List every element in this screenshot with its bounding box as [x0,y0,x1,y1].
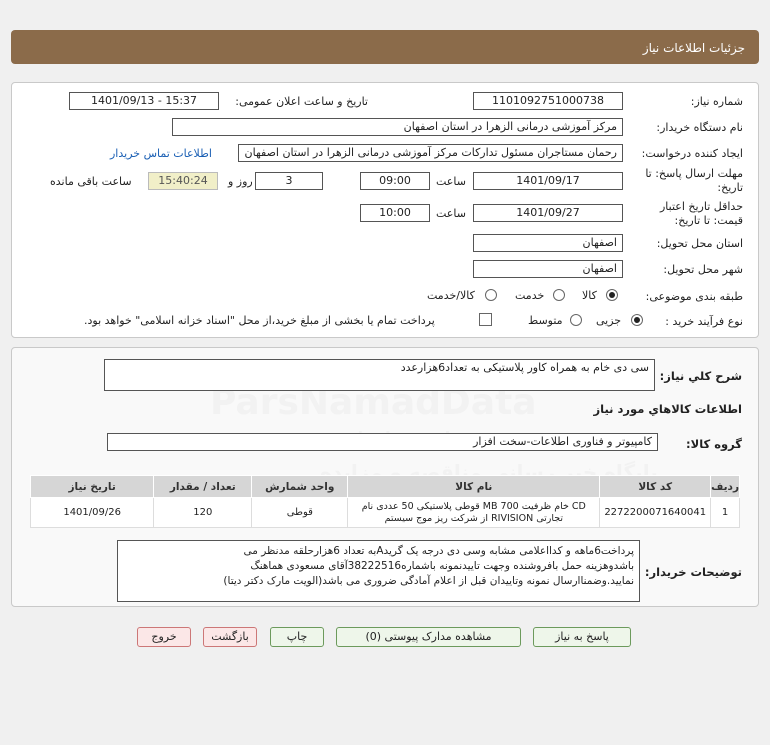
process-option-minor: جزیی [596,314,622,327]
buyer-field: مرکز آموزشی درمانی الزهرا در استان اصفهان [172,118,623,136]
validity-label: حداقل تاریخ اعتبار [659,200,743,213]
province-field: اصفهان [473,234,623,252]
validity-time-field: 10:00 [360,204,430,222]
need-number-field: 1101092751000738 [473,92,623,110]
requester-field: رحمان مستاجران مسئول تدارکات مرکز آموزشی درمانی الزهرا در استان اصفهان [238,144,623,162]
exit-button[interactable]: خروج [137,627,191,647]
category-radio-goods-service[interactable] [485,289,497,301]
col-qty: تعداد / مقدار [154,476,252,498]
process-radio-medium[interactable] [570,314,582,326]
reply-button[interactable]: پاسخ به نیاز [533,627,631,647]
buyer-notes-line-1: پرداخت6ماهه و کدااعلامی مشابه وسی دی درجه یک گریدAبه تعداد 6هزارحلقه مدنظر می [243,545,634,557]
goods-group-field: کامپیوتر و فناوری اطلاعات-سخت افزار [107,433,658,451]
validity-label-2: قیمت: تا تاریخ: [674,214,743,227]
deadline-time-word: ساعت [436,175,466,188]
deadline-time-field: 09:00 [360,172,430,190]
col-date: تاریخ نیاز [31,476,154,498]
need-number-label: شماره نیاز: [690,95,743,108]
col-name: نام کالا [348,476,600,498]
process-label: نوع فرآیند خرید : [665,315,743,328]
category-option-goods: کالا [582,289,597,302]
deadline-label-2: تاریخ: [717,181,743,194]
treasury-payment-checkbox[interactable] [479,313,492,326]
treasury-payment-note: پرداخت تمام یا بخشی از مبلغ خرید،از محل "اسناد خزانه اسلامی" خواهد بود. [84,314,435,327]
buyer-notes-field [117,540,640,602]
category-label: طبقه بندی موضوعی: [645,290,743,303]
row-index: 1 [711,498,740,528]
validity-date-field: 1401/09/27 [473,204,623,222]
category-radio-goods[interactable] [606,289,618,301]
days-field: 3 [255,172,323,190]
view-documents-button[interactable]: مشاهده مدارک پیوستی (0) [336,627,521,647]
row-code: 2272200071640041 [600,498,711,528]
row-qty: 120 [154,498,252,528]
requester-label: ایجاد کننده درخواست: [641,147,743,160]
buyer-notes-line-2: باشدوهزینه حمل بافروشنده وجهت تاییدنمونه باشماره38222516آقای مسعودی هماهنگ [250,560,634,572]
process-option-medium: متوسط [528,314,563,327]
col-unit: واحد شمارش [252,476,348,498]
row-date: 1401/09/26 [31,498,154,528]
buyer-notes-label: توضیحات خریدار: [644,565,742,579]
category-option-goods-service: کالا/خدمت [427,289,475,302]
page-title: جزئیات اطلاعات نیاز [11,30,759,64]
deadline-date-field: 1401/09/17 [473,172,623,190]
announce-label: تاریخ و ساعت اعلان عمومی: [235,95,368,108]
remaining-time-field: 15:40:24 [148,172,218,190]
col-row: ردیف [711,476,740,498]
row-unit: قوطی [252,498,348,528]
category-radio-service[interactable] [553,289,565,301]
days-word: روز و [228,175,253,188]
remaining-word: ساعت باقی مانده [50,175,132,188]
contact-buyer-link[interactable]: اطلاعات تماس خریدار [110,147,212,160]
deadline-label: مهلت ارسال پاسخ: تا [645,167,743,180]
summary-field: سی دی خام به همراه کاور پلاستیکی به تعداد6هزارعدد [104,359,655,391]
goods-section-title: اطلاعات کالاهاي مورد نياز [593,402,742,416]
announce-field: 1401/09/13 - 15:37 [69,92,219,110]
summary-label: شرح کلي نياز: [659,369,742,383]
process-radio-minor[interactable] [631,314,643,326]
goods-table [30,475,740,528]
col-code: کد کالا [600,476,711,498]
city-label: شهر محل تحویل: [663,263,743,276]
validity-time-word: ساعت [436,207,466,220]
back-button[interactable]: بازگشت [203,627,257,647]
category-option-service: خدمت [515,289,545,302]
buyer-notes-line-3: نمایید.وضمناارسال نمونه وتاییدان قبل از اعلام آمادگی ضروری می باشد(الویت مارک دکتر دیتا) [223,575,634,587]
buyer-label: نام دستگاه خریدار: [656,121,743,134]
goods-group-label: گروه کالا: [686,437,742,451]
print-button[interactable]: چاپ [270,627,324,647]
row-name: CD خام ظرفیت MB 700 قوطی پلاستیکی 50 عددی نام تجارتی RIVISION از شرکت ریز موج سیستم [348,498,600,528]
table-row [31,498,740,528]
province-label: استان محل تحویل: [656,237,743,250]
city-field: اصفهان [473,260,623,278]
